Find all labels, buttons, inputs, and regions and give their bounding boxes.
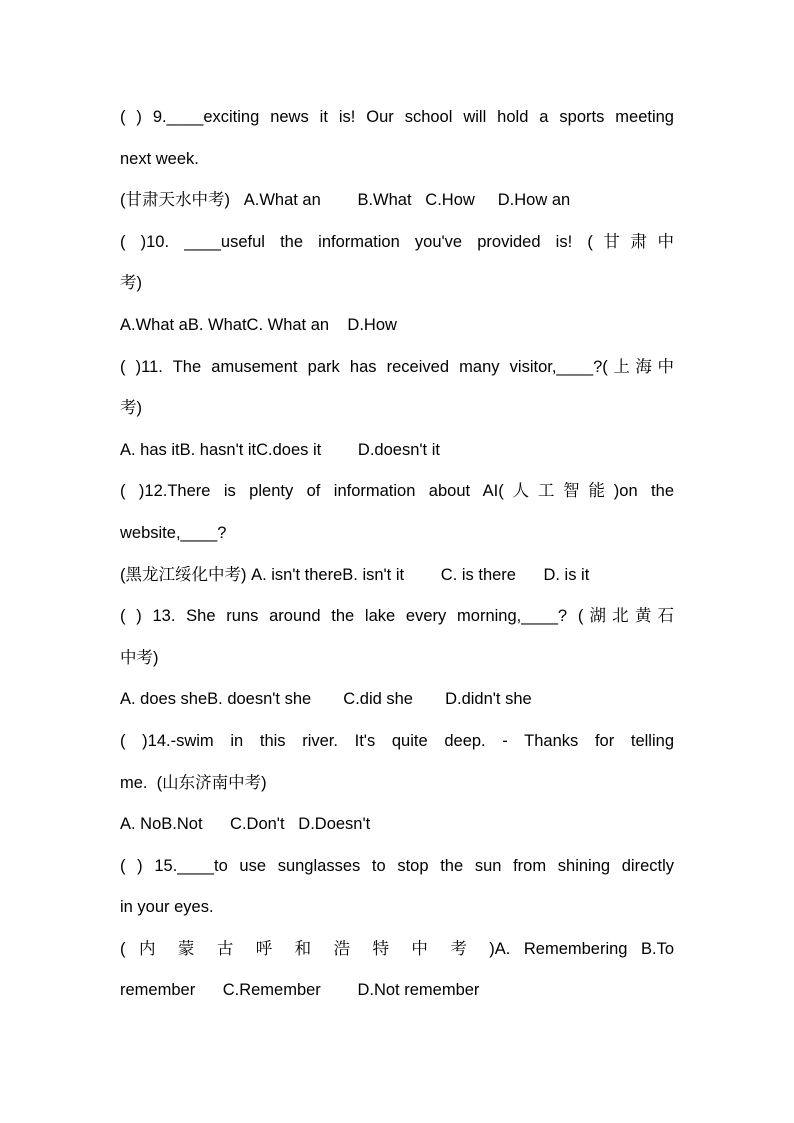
question-stem: ( ) 9.____exciting news it is! Our school will hold a sports meeting — [120, 108, 674, 126]
question-stem-continued: in your eyes. — [120, 898, 214, 917]
question-12 — [120, 471, 674, 596]
answer-options: A. NoB.Not C.Don't D.Doesn't — [120, 815, 371, 834]
question-stem-continued: 考) — [120, 274, 142, 293]
question-14 — [120, 721, 674, 846]
question-13 — [120, 596, 674, 721]
question-stem: ( )14.-swim in this river. It's quite deep. - Thanks for telling — [120, 731, 674, 750]
question-stem: ( )11. The amusement park has received many visitor,____?(上海中 — [120, 357, 674, 376]
question-stem-continued: next week. — [120, 149, 199, 168]
question-stem: ( ) 15.____to use sunglasses to stop the sun from shining directly — [120, 856, 674, 875]
question-15 — [120, 846, 674, 1012]
question-source-and-options: ( 内 蒙 古 呼 和 浩 特 中 考 )A. Remembering B.To — [120, 939, 674, 958]
question-stem: ( )12.There is plenty of information about AI(人工智能)on the — [120, 482, 674, 501]
question-stem: ( ) 13. She runs around the lake every morning,____? (湖北黄石 — [120, 607, 674, 626]
answer-options: A. has itB. hasn't itC.does it D.doesn't it — [120, 440, 440, 459]
question-11 — [120, 347, 674, 472]
exercise-list — [120, 97, 674, 1012]
question-stem-continued: 考) — [120, 399, 142, 418]
question-stem-continued: me. (山东济南中考) — [120, 773, 267, 792]
answer-options: (黑龙江绥化中考) A. isn't thereB. isn't it C. is there D. is it — [120, 565, 590, 584]
question-stem-continued: website,____? — [120, 523, 227, 542]
answer-options: A.What aB. WhatC. What an D.How — [120, 315, 397, 334]
answer-options: A. does sheB. doesn't she C.did she D.didn't she — [120, 690, 532, 709]
question-10 — [120, 222, 674, 347]
question-stem: ( )10. ____useful the information you've provided is! (甘肃中 — [120, 232, 674, 251]
answer-options: (甘肃天水中考) A.What an B.What C.How D.How an — [120, 191, 571, 210]
question-9 — [120, 97, 674, 222]
question-stem-continued: 中考) — [120, 648, 159, 667]
answer-options: remember C.Remember D.Not remember — [120, 981, 480, 1000]
